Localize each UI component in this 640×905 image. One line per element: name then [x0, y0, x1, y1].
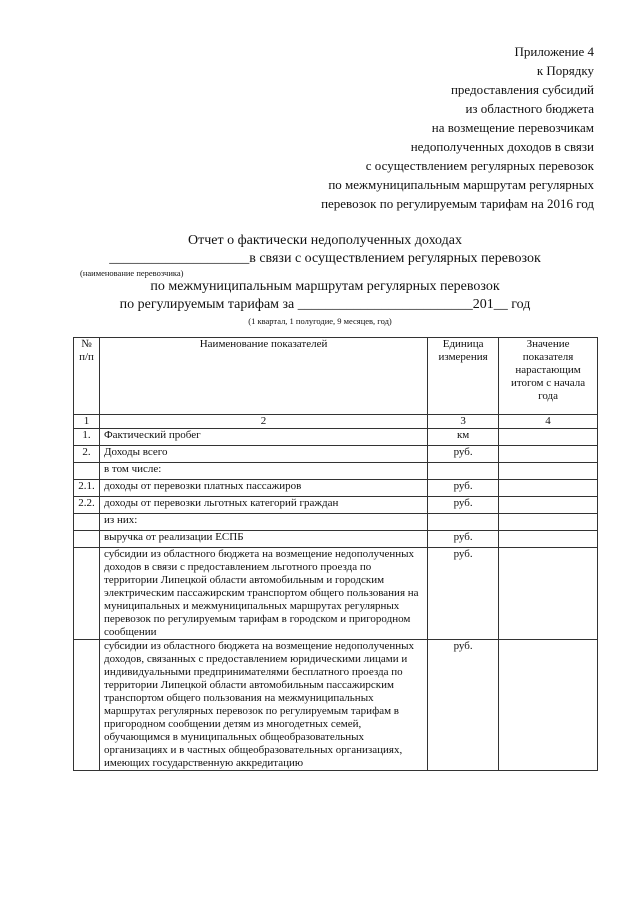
period-note: (1 квартал, 1 полугодие, 9 месяцев, год) — [248, 316, 392, 326]
row-unit — [428, 463, 499, 480]
row-num: 1. — [74, 429, 100, 446]
row-num — [74, 640, 100, 771]
row-name: выручка от реализации ЕСПБ — [99, 531, 427, 548]
row-value[interactable] — [499, 531, 598, 548]
row-value[interactable] — [499, 640, 598, 771]
row-num — [74, 548, 100, 640]
index-cell: 2 — [99, 415, 427, 429]
index-cell: 4 — [499, 415, 598, 429]
carrier-note: (наименование перевозчика) — [80, 268, 184, 278]
header-name: Наименование показателей — [99, 338, 427, 415]
appendix-line: на возмещение перевозчикам — [431, 120, 594, 135]
row-num — [74, 463, 100, 480]
table-row — [74, 497, 598, 514]
table-row — [74, 463, 598, 480]
appendix-line: с осуществлением регулярных перевозок — [365, 158, 594, 173]
table-row — [74, 548, 598, 640]
header-num: № п/п — [74, 338, 100, 415]
row-value[interactable] — [499, 497, 598, 514]
table-row — [74, 640, 598, 771]
row-name: субсидии из областного бюджета на возмещение недополученных доходов в связи с предоставлением льготного проезда по территории Липецкой области автомобильным и городским электрическим пассажирским транспортом общего пользования на муниципальных и межмуниципальных маршрутах регулярных перевозок по регулируемым тарифам в городском и пригородном сообщении — [99, 548, 427, 640]
row-value[interactable] — [499, 446, 598, 463]
appendix-line: к Порядку — [536, 63, 594, 78]
row-num — [74, 531, 100, 548]
appendix-line: предоставления субсидий — [450, 82, 594, 97]
title-line-3: по межмуниципальным маршрутам регулярных перевозок — [150, 279, 500, 294]
row-num: 2.1. — [74, 480, 100, 497]
row-num: 2. — [74, 446, 100, 463]
row-name: доходы от перевозки льготных категорий граждан — [99, 497, 427, 514]
row-unit: км — [428, 429, 499, 446]
appendix-header — [234, 42, 594, 213]
table-row — [74, 480, 598, 497]
row-unit: руб. — [428, 548, 499, 640]
title-line-2: ____________________в связи с осуществлением регулярных перевозок — [109, 251, 541, 266]
title-line-4: по регулируемым тарифам за _________________________201__ год — [119, 297, 531, 312]
row-value[interactable] — [499, 514, 598, 531]
row-name: Фактический пробег — [99, 429, 427, 446]
title-line-1: Отчет о фактически недополученных доходах — [188, 233, 462, 248]
table-row — [74, 531, 598, 548]
appendix-line: из областного бюджета — [465, 101, 594, 116]
appendix-line: по межмуниципальным маршрутам регулярных — [328, 177, 594, 192]
row-name: из них: — [99, 514, 427, 531]
row-num: 2.2. — [74, 497, 100, 514]
row-unit: руб. — [428, 446, 499, 463]
report-table — [73, 337, 598, 771]
row-unit: руб. — [428, 531, 499, 548]
row-name: Доходы всего — [99, 446, 427, 463]
table-index-row — [74, 415, 598, 429]
row-name: субсидии из областного бюджета на возмещение недополученных доходов, связанных с предоставлением юридическими лицами и индивидуальными предпринимателями бесплатного проезда по территории Липецкой области автомобильным пассажирским транспортом общего пользования на межмуниципальных маршрутах регулярных перевозок по регулируемым тарифам в пригородном сообщении детям из многодетных семей, обучающимся в муниципальных общеобразовательных организациях и в частных общеобразовательных организациях, имеющих государственную аккредитацию — [99, 640, 427, 771]
row-unit — [428, 514, 499, 531]
appendix-line: перевозок по регулируемым тарифам на 2016 год — [321, 196, 594, 211]
row-unit: руб. — [428, 640, 499, 771]
row-unit: руб. — [428, 497, 499, 514]
table-row — [74, 446, 598, 463]
appendix-line: Приложение 4 — [514, 44, 594, 59]
row-name: доходы от перевозки платных пассажиров — [99, 480, 427, 497]
index-cell: 3 — [428, 415, 499, 429]
row-value[interactable] — [499, 480, 598, 497]
table-row — [74, 429, 598, 446]
index-cell: 1 — [74, 415, 100, 429]
row-num — [74, 514, 100, 531]
table-row — [74, 514, 598, 531]
row-value[interactable] — [499, 429, 598, 446]
row-unit: руб. — [428, 480, 499, 497]
header-value: Значение показателя нарастающим итогом с начала года — [499, 338, 598, 415]
table-header-row — [74, 338, 598, 415]
row-value[interactable] — [499, 463, 598, 480]
header-unit: Единица измерения — [428, 338, 499, 415]
row-name: в том числе: — [99, 463, 427, 480]
row-value[interactable] — [499, 548, 598, 640]
appendix-line: недополученных доходов в связи — [410, 139, 594, 154]
